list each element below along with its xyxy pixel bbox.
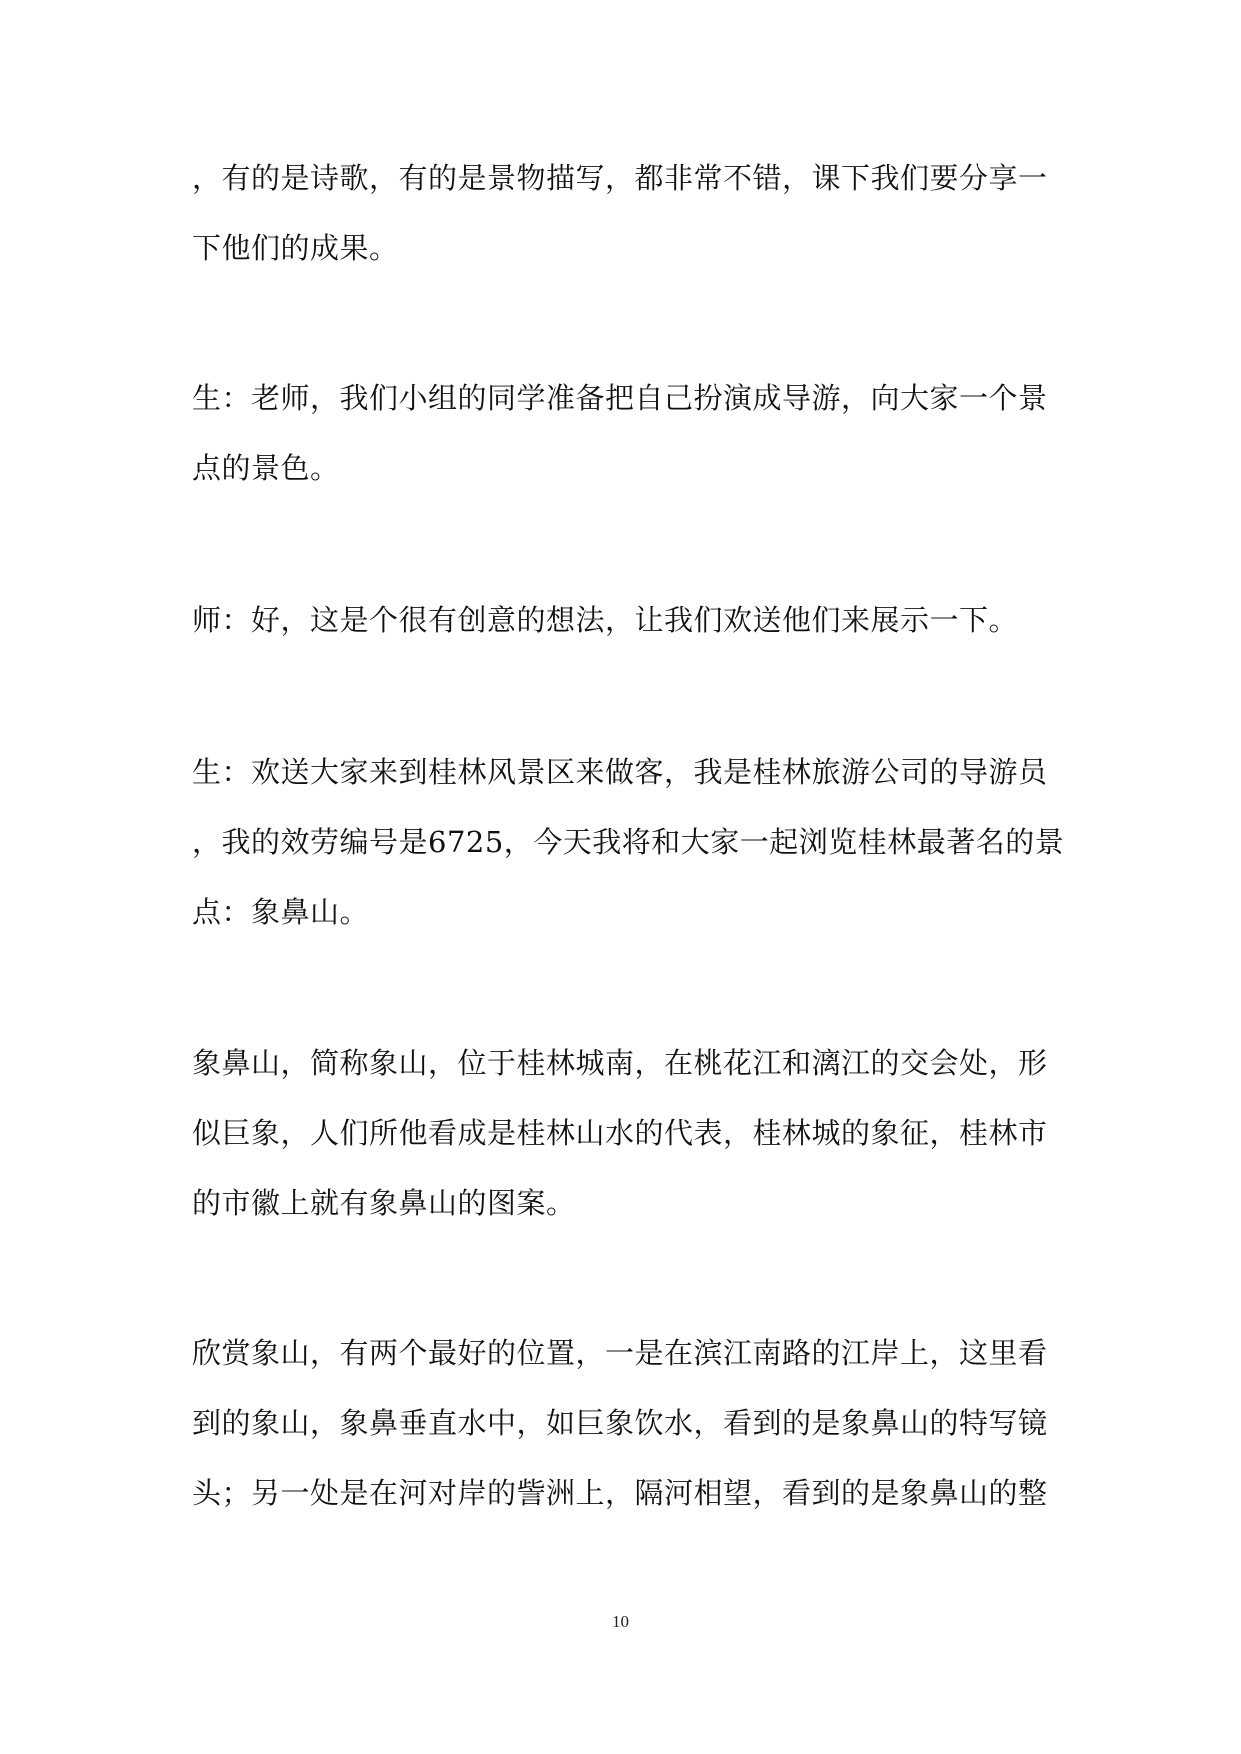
paragraph-3-line-1: 师：好，这是个很有创意的想法，让我们欢送他们来展示一下。: [192, 603, 1019, 637]
paragraph-2-line-2: 点的景色。: [192, 451, 340, 485]
paragraph-1-line-1: ，有的是诗歌，有的是景物描写，都非常不错，课下我们要分享一: [192, 161, 1048, 195]
paragraph-6-line-3: 头；另一处是在河对岸的訾洲上，隔河相望，看到的是象鼻山的整: [192, 1476, 1048, 1510]
paragraph-2-line-1: 生：老师，我们小组的同学准备把自己扮演成导游，向大家一个景: [192, 381, 1048, 415]
paragraph-4-line-3: 点：象鼻山。: [192, 895, 370, 929]
paragraph-1-line-2: 下他们的成果。: [192, 231, 399, 265]
paragraph-5-line-3: 的市徽上就有象鼻山的图案。: [192, 1186, 576, 1220]
paragraph-6-line-2: 到的象山，象鼻垂直水中，如巨象饮水，看到的是象鼻山的特写镜: [192, 1406, 1048, 1440]
page-number: 10: [612, 1612, 629, 1631]
paragraph-6-line-1: 欣赏象山，有两个最好的位置，一是在滨江南路的江岸上，这里看: [192, 1336, 1048, 1370]
paragraph-5-line-1: 象鼻山，简称象山，位于桂林城南，在桃花江和漓江的交会处，形: [192, 1046, 1048, 1080]
paragraph-4-line-1: 生：欢送大家来到桂林风景区来做客，我是桂林旅游公司的导游员: [192, 755, 1048, 789]
paragraph-4-line-2: ，我的效劳编号是6725，今天我将和大家一起浏览桂林最著名的景: [192, 825, 1065, 859]
paragraph-5-line-2: 似巨象，人们所他看成是桂林山水的代表，桂林城的象征，桂林市: [192, 1116, 1048, 1150]
